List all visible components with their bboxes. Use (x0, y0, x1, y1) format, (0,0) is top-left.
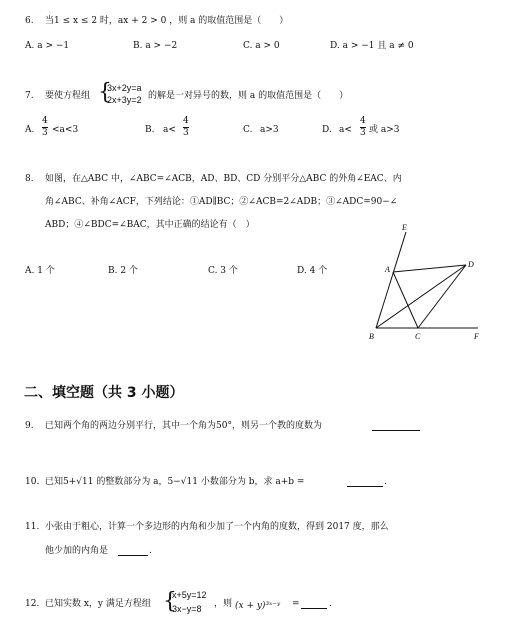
q9-text: 已知两个角的两边分别平行，其中一个角为50°，则另一个教的度数为 (45, 421, 322, 431)
q7-option-a-rest: <a<3 (52, 125, 79, 135)
q9-answer-blank[interactable] (372, 420, 420, 431)
q7-system-eq2: 2x+3y=2 (107, 95, 142, 105)
q7-option-d-rest: 或 a>3 (369, 125, 400, 135)
q12-brace: { (163, 589, 177, 614)
q12-stem-before: 已知实数 x，y 满足方程组 (45, 599, 151, 609)
q8-geometry-figure (360, 222, 490, 342)
q11-line2-b: . (149, 546, 152, 556)
q8-option-c: C. 3 个 (208, 266, 238, 276)
q8-option-d: D. 4 个 (297, 266, 328, 276)
q12-equals: = (292, 599, 300, 609)
q7-option-a-num: 4 (42, 116, 48, 126)
q12-end: . (329, 599, 332, 609)
q6-number: 6. (25, 16, 34, 26)
q7-option-b-pre: a< (163, 125, 176, 135)
q11-line1: 小张由于粗心，计算一个多边形的内角和少加了一个内角的度数，得到 2017 度，那么 (45, 522, 389, 532)
q8-line3: ABD；④∠BDC=∠BAC，其中正确的结论有（ ） (45, 220, 255, 230)
q7-option-d-label: D. (322, 125, 332, 135)
line-bd (376, 265, 466, 328)
q8-line2: 角∠ABC、补角∠ACF，下列结论：①AD∥BC；②∠ACB=2∠ADB；③∠ADC=90−∠ (45, 197, 398, 207)
section-title: 二、填空题（共 3 小题） (24, 385, 184, 401)
q11-line2-a: 他少加的内角是 (45, 546, 109, 556)
label-a: A (385, 265, 390, 274)
q7-option-c-text: a>3 (260, 125, 279, 135)
q11-answer-blank[interactable] (118, 545, 148, 556)
q11-number: 11. (25, 522, 40, 532)
q10-text-b: . (384, 477, 387, 487)
q12-system-eq2: 3x−y=8 (172, 604, 202, 614)
q7-option-b-label: B. (145, 125, 155, 135)
q7-stem-after: 的解是一对异号的数，则 a 的取值范围是（ ） (148, 91, 349, 101)
q6-stem: 当1 ≤ x ≤ 2 时，ax + 2 > 0 ，则 a 的取值范围是（ ） (45, 16, 289, 26)
q7-brace: { (98, 80, 112, 105)
q7-option-d-pre: a< (339, 125, 352, 135)
q12-expression: (x + y)³ˣ⁻ʸ (235, 601, 281, 611)
q7-option-d-den: 3 (360, 128, 366, 138)
q10-number: 10. (25, 477, 40, 487)
q6-option-b: B. a > −2 (133, 41, 178, 51)
q12-number: 12. (25, 599, 40, 609)
q7-option-d-num: 4 (360, 116, 366, 126)
label-f: F (474, 332, 479, 341)
q8-option-a: A. 1 个 (25, 266, 55, 276)
label-e: E (402, 223, 407, 232)
q7-option-d-fraction (360, 117, 366, 138)
q10-answer-blank[interactable] (347, 476, 383, 487)
q7-system-eq1: 3x+2y=a (107, 83, 142, 93)
q8-number: 8. (25, 174, 34, 184)
q12-answer-blank[interactable] (301, 598, 327, 609)
q7-option-a-den: 3 (42, 128, 48, 138)
q6-option-d: D. a > −1 且 a ≠ 0 (330, 41, 414, 51)
q7-option-c-label: C. (243, 125, 253, 135)
line-be (376, 232, 406, 328)
line-ac (393, 272, 418, 328)
q7-option-b-num: 4 (183, 116, 189, 126)
q7-number: 7. (25, 91, 34, 101)
q7-option-a-label: A. (25, 125, 35, 135)
q7-option-b-fraction (183, 117, 189, 138)
q7-option-a-fraction (42, 117, 48, 138)
q8-option-b: B. 2 个 (108, 266, 138, 276)
q6-option-a: A. a > −1 (25, 41, 70, 51)
q10-text-a: 已知5+√11 的整数部分为 a，5−√11 小数部分为 b，求 a+b = (45, 477, 305, 487)
label-d: D (468, 260, 474, 269)
q12-system-eq1: x+5y=12 (172, 590, 207, 600)
q12-stem-after: ，则 (214, 599, 233, 609)
q6-option-c: C. a > 0 (243, 41, 280, 51)
label-c: C (415, 332, 421, 341)
line-cd (418, 265, 466, 328)
label-b: B (369, 332, 374, 341)
q7-stem-before: 要使方程组 (45, 91, 91, 101)
q8-line1: 如图，在△ABC 中，∠ABC=∠ACB，AD、BD、CD 分别平分△ABC 的外角∠EAC、内 (45, 174, 402, 184)
q9-number: 9. (25, 421, 34, 431)
line-ad (393, 265, 466, 272)
q7-option-b-den: 3 (183, 128, 189, 138)
